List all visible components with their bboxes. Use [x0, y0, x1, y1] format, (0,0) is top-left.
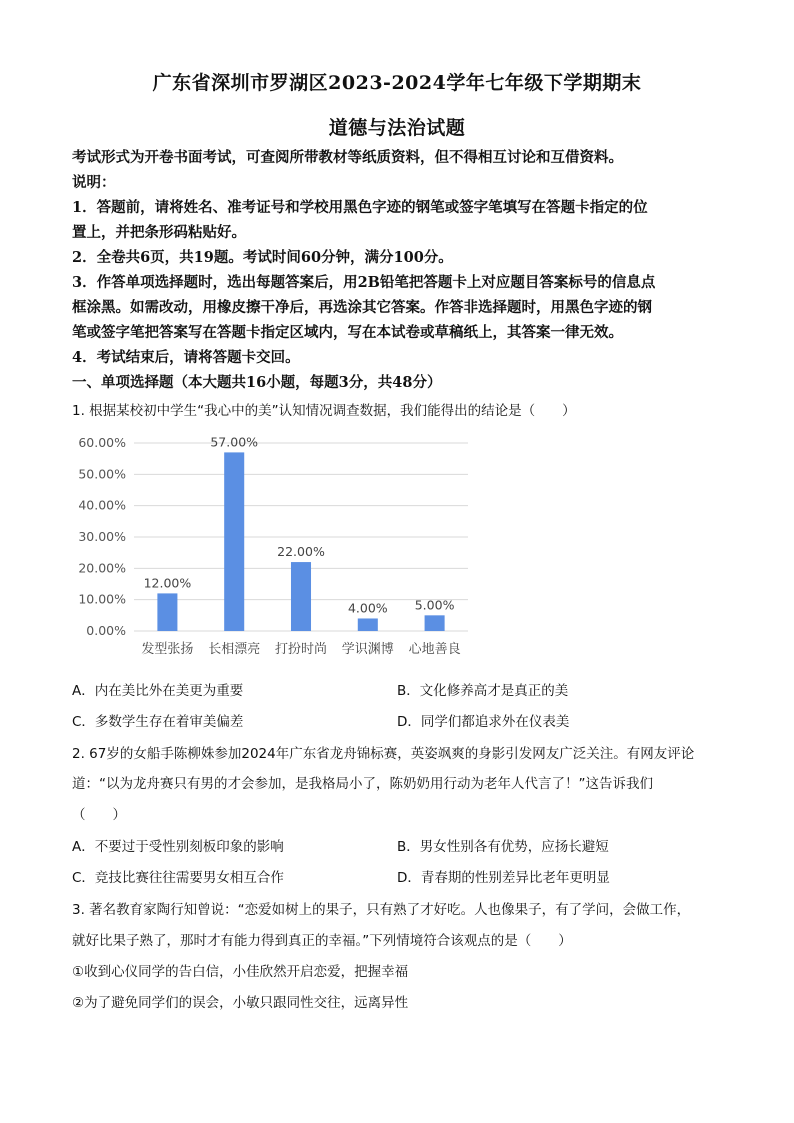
chart-y-tick-label: 50.00%: [78, 466, 126, 482]
section-heading: 一、单项选择题（本大题共16小题，每题3分，共48分）: [72, 374, 442, 391]
chart-bar: [224, 452, 244, 631]
chart-y-tick-label: 20.00%: [78, 560, 126, 576]
note-3-line-2: 框涂黑。如需改动，用橡皮擦干净后，再选涂其它答案。作答非选择题时，用黑色字迹的钢: [72, 299, 652, 316]
exam-subtitle: 道德与法治试题: [328, 117, 466, 139]
note-1-line-2: 置上，并把条形码粘贴好。: [72, 224, 246, 241]
question-3-stem-line-1: 3. 著名教育家陶行知曾说：“恋爱如树上的果子，只有熟了才好吃。人也像果子，有了学问，会做工作，: [72, 902, 691, 918]
question-3-item-2: ②为了避免同学们的误会，小敏只跟同性交往，远离异性: [72, 995, 409, 1011]
note-2: 2．全卷共6页，共19题。考试时间60分钟，满分100分。: [72, 249, 453, 266]
chart-y-tick-label: 40.00%: [78, 497, 126, 513]
question-1-stem: 1. 根据某校初中学生“我心中的美”认知情况调查数据，我们能得出的结论是（ ）: [72, 403, 576, 419]
note-3-line-1: 3．作答单项选择题时，选出每题答案后，用2B铅笔把答题卡上对应题目答案标号的信息点: [72, 274, 656, 291]
question-2-stem-line-3: （ ）: [72, 807, 126, 823]
chart-bar: [425, 615, 445, 631]
chart-category-label: 长相漂亮: [208, 642, 261, 657]
chart-bar: [157, 593, 177, 631]
q1-option-c[interactable]: C．多数学生存在着审美偏差: [72, 714, 244, 730]
chart-bar: [291, 562, 311, 631]
q1-option-a[interactable]: A．内在美比外在美更为重要: [72, 683, 244, 699]
chart-category-label: 心地善良: [408, 642, 461, 657]
chart-y-tick-label: 30.00%: [78, 529, 126, 544]
chart-category-label: 打扮时尚: [274, 642, 328, 657]
chart-bar: [358, 618, 378, 631]
chart-y-tick-label: 60.00%: [78, 435, 126, 450]
chart-category-label: 学识渊博: [341, 642, 394, 657]
question-3-stem-line-2: 就好比果子熟了，那时才有能力得到真正的幸福。”下列情境符合该观点的是（ ）: [72, 933, 572, 949]
question-2-stem-line-2: 道：“以为龙舟赛只有男的才会参加，是我格局小了，陈奶奶用行动为老年人代言了！”这告诉我们: [72, 776, 653, 792]
note-4: 4．考试结束后，请将答题卡交回。: [72, 349, 300, 366]
chart-data-label: 57.00%: [210, 434, 259, 450]
question-2-stem-line-1: 2. 67岁的女船手陈柳姝参加2024年广东省龙舟锦标赛，英姿飒爽的身影引发网友广泛关注。有网友评论: [72, 746, 695, 762]
note-1-line-1: 1．答题前，请将姓名、准考证号和学校用黑色字迹的钢笔或签字笔填写在答题卡指定的位: [72, 199, 648, 216]
q2-option-c[interactable]: C．竞技比赛往往需要男女相互合作: [72, 870, 284, 886]
q2-option-d[interactable]: D．青春期的性别差异比老年更明显: [397, 870, 610, 886]
q1-bar-chart: [72, 424, 472, 664]
chart-y-tick-label: 0.00%: [86, 623, 126, 638]
q2-option-b[interactable]: B．男女性别各有优势，应扬长避短: [397, 839, 609, 855]
exam-form-note: 考试形式为开卷书面考试，可查阅所带教材等纸质资料，但不得相互讨论和互借资料。: [72, 149, 623, 166]
chart-data-label: 12.00%: [143, 575, 192, 591]
exam-title: 广东省深圳市罗湖区2023-2024学年七年级下学期期末: [152, 72, 642, 94]
note-3-line-3: 笔或签字笔把答案写在答题卡指定区域内，写在本试卷或草稿纸上，其答案一律无效。: [72, 324, 623, 341]
chart-data-label: 4.00%: [347, 600, 388, 616]
q1-option-b[interactable]: B．文化修养高才是真正的美: [397, 683, 569, 699]
chart-data-label: 5.00%: [414, 597, 455, 613]
chart-y-tick-label: 10.00%: [78, 591, 126, 607]
notes-label: 说明：: [72, 174, 116, 191]
q2-option-a[interactable]: A．不要过于受性别刻板印象的影响: [72, 839, 284, 855]
chart-data-label: 22.00%: [277, 544, 325, 560]
chart-category-label: 发型张扬: [141, 642, 194, 657]
question-3-item-1: ①收到心仪同学的告白信，小佳欣然开启恋爱，把握幸福: [72, 964, 409, 980]
q1-option-d[interactable]: D．同学们都追求外在仪表美: [397, 714, 570, 730]
